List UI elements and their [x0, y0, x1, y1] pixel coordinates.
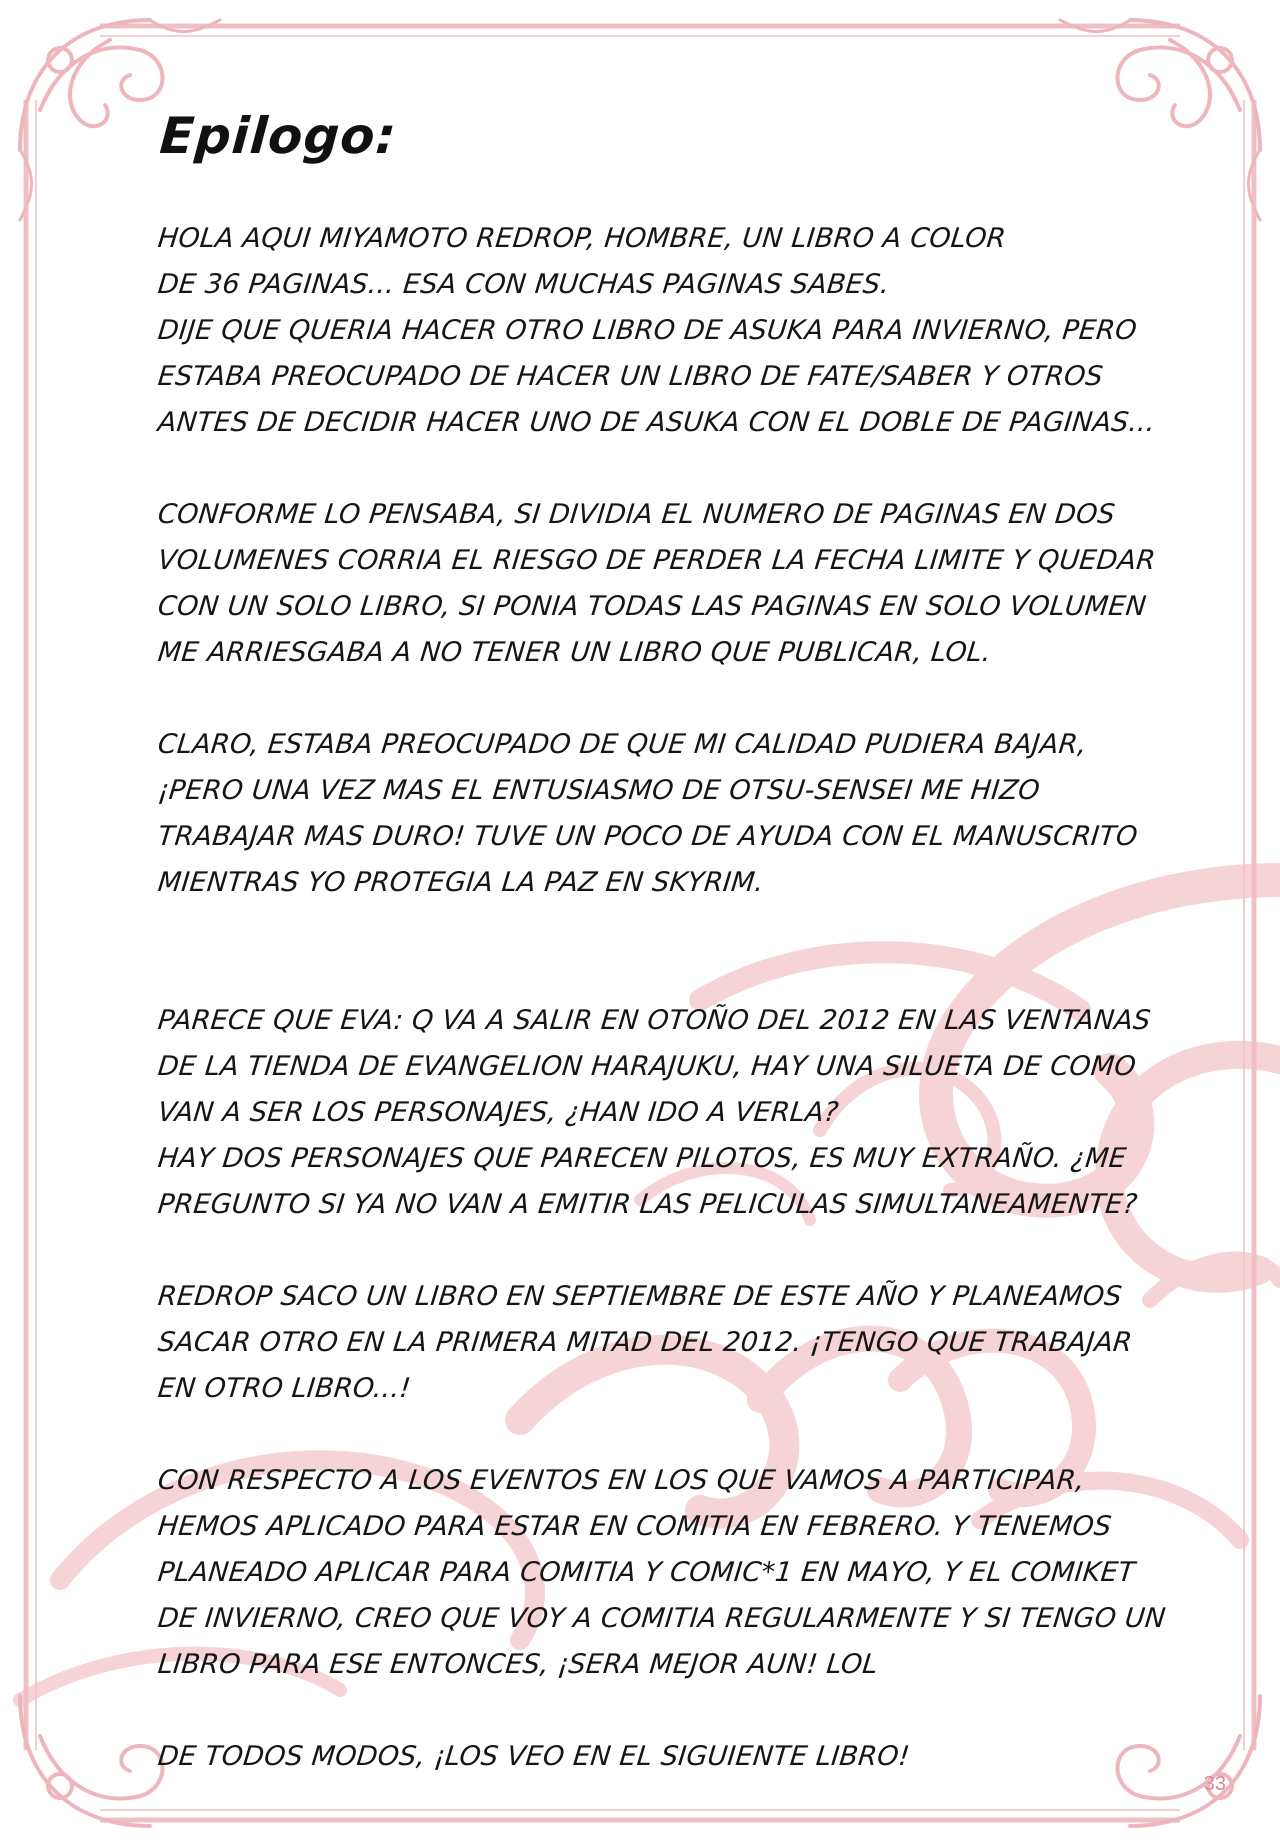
text-line: ANTES DE DECIDIR HACER UNO DE ASUKA CON EL DOBLE DE PAGINAS... — [156, 407, 1157, 438]
text-line: EN OTRO LIBRO...! — [156, 1373, 413, 1404]
paragraph-5 — [158, 1274, 1158, 1412]
text-line: TRABAJAR MAS DURO! TUVE UN POCO DE AYUDA CON EL MANUSCRITO — [156, 821, 1140, 852]
text-line: DE INVIERNO, CREO QUE VOY A COMITIA REGULARMENTE Y SI TENGO UN — [156, 1603, 1168, 1634]
text-line: DIJE QUE QUERIA HACER OTRO LIBRO DE ASUKA PARA INVIERNO, PERO — [156, 315, 1139, 346]
text-line: DE LA TIENDA DE EVANGELION HARAJUKU, HAY UNA SILUETA DE COMO — [156, 1051, 1138, 1082]
text-line: PREGUNTO SI YA NO VAN A EMITIR LAS PELICULAS SIMULTANEAMENTE? — [156, 1189, 1139, 1220]
paragraph-1 — [158, 216, 1158, 446]
page-number: 33 — [1203, 1773, 1226, 1795]
paragraph-6 — [156, 1458, 1168, 1688]
text-line: DE TODOS MODOS, ¡LOS VEO EN EL SIGUIENTE LIBRO! — [156, 1741, 912, 1772]
text-content — [156, 104, 1168, 1780]
text-line: CON UN SOLO LIBRO, SI PONIA TODAS LAS PAGINAS EN SOLO VOLUMEN — [156, 591, 1148, 622]
text-line: SACAR OTRO EN LA PRIMERA MITAD DEL 2012. ¡TENGO QUE TRABAJAR — [156, 1327, 1134, 1358]
text-line: HEMOS APLICADO PARA ESTAR EN COMITIA EN FEBRERO. Y TENEMOS — [156, 1511, 1114, 1542]
text-line: CON RESPECTO A LOS EVENTOS EN LOS QUE VAMOS A PARTICIPAR, — [156, 1465, 1087, 1496]
text-line: HOLA AQUI MIYAMOTO REDROP, HOMBRE, UN LIBRO A COLOR — [156, 223, 1008, 254]
text-line: ME ARRIESGABA A NO TENER UN LIBRO QUE PUBLICAR, LOL. — [156, 637, 993, 668]
text-line: DE 36 PAGINAS... ESA CON MUCHAS PAGINAS SABES. — [156, 269, 891, 300]
text-line: ¡PERO UNA VEZ MAS EL ENTUSIASMO DE OTSU-SENSEI ME HIZO — [156, 775, 1042, 806]
paragraph-3 — [158, 722, 1158, 906]
page-title: Epilogo: — [157, 107, 399, 165]
text-line: CLARO, ESTABA PREOCUPADO DE QUE MI CALIDAD PUDIERA BAJAR, — [156, 729, 1089, 760]
text-line: ESTABA PREOCUPADO DE HACER UN LIBRO DE FATE/SABER Y OTROS — [156, 361, 1105, 392]
paragraph-4 — [158, 998, 1158, 1228]
text-line: PARECE QUE EVA: Q VA A SALIR EN OTOÑO DEL 2012 EN LAS VENTANAS — [156, 1005, 1153, 1036]
text-line: REDROP SACO UN LIBRO EN SEPTIEMBRE DE ESTE AÑO Y PLANEAMOS — [156, 1281, 1124, 1312]
text-line: LIBRO PARA ESE ENTONCES, ¡SERA MEJOR AUN! LOL — [156, 1649, 880, 1680]
text-line: MIENTRAS YO PROTEGIA LA PAZ EN SKYRIM. — [156, 867, 766, 898]
text-line: VAN A SER LOS PERSONAJES, ¿HAN IDO A VERLA? — [156, 1097, 841, 1128]
paragraph-2 — [158, 492, 1158, 676]
text-line: VOLUMENES CORRIA EL RIESGO DE PERDER LA FECHA LIMITE Y QUEDAR — [156, 545, 1157, 576]
paragraph-7 — [158, 1734, 1158, 1780]
corner-ornament-bottom-left — [20, 1696, 163, 1826]
text-line: HAY DOS PERSONAJES QUE PARECEN PILOTOS, ES MUY EXTRAÑO. ¿ME — [156, 1143, 1128, 1174]
text-line: CONFORME LO PENSABA, SI DIVIDIA EL NUMERO DE PAGINAS EN DOS — [156, 499, 1117, 530]
text-line: PLANEADO APLICAR PARA COMITIA Y COMIC*1 EN MAYO, Y EL COMIKET — [156, 1557, 1137, 1588]
